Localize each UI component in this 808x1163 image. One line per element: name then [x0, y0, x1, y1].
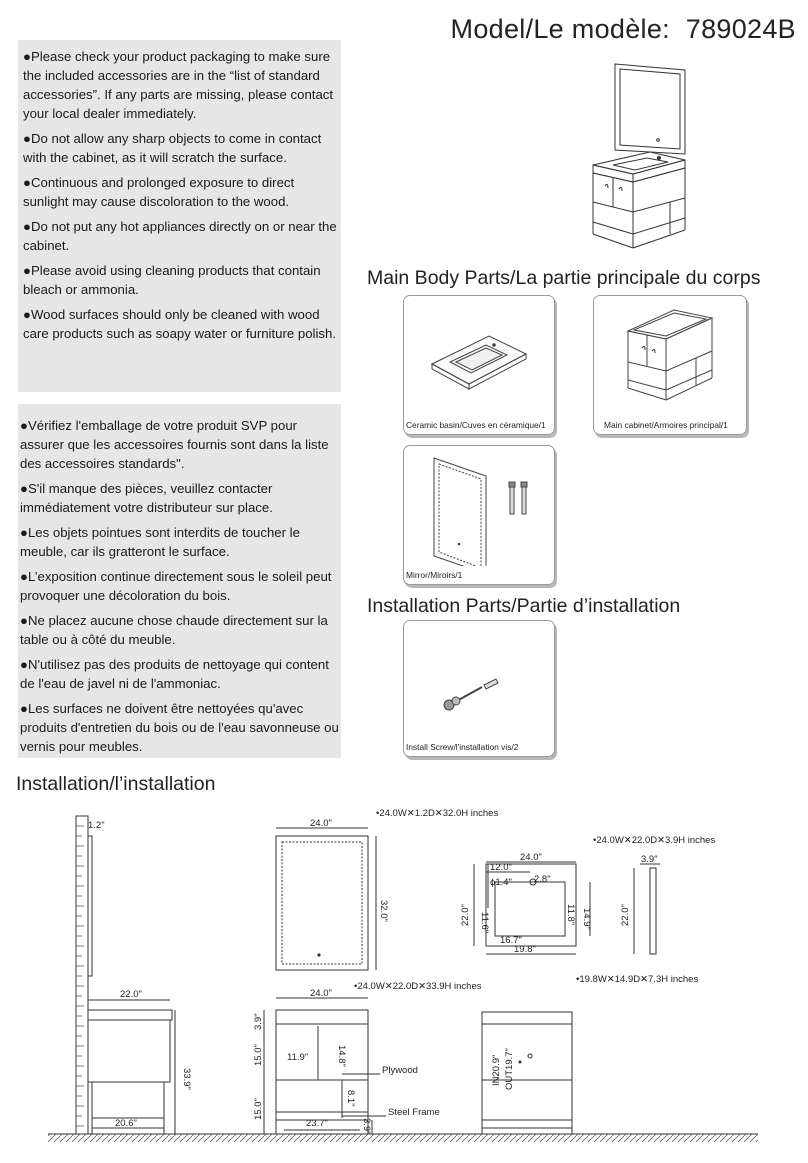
- dim-top-depth: 22.0": [460, 904, 471, 926]
- dim-front-top: 3.9": [253, 1013, 264, 1030]
- dim-front-door-height: 15.0": [253, 1044, 264, 1066]
- floor-hatch: [48, 1134, 758, 1142]
- notice-en-5: ●Please avoid using cleaning products that contain bleach or ammonia.: [23, 263, 321, 297]
- dim-top-offset: 12.0": [490, 862, 512, 873]
- part-card-cabinet: [593, 295, 747, 435]
- dim-side-width: 22.0": [120, 989, 142, 1000]
- notice-box-en: [18, 40, 341, 392]
- dim-basin-inner-width: 16.7": [500, 935, 522, 946]
- notice-box-fr: [18, 404, 341, 758]
- part-caption-mirror: Mirror/Miroirs/1: [406, 570, 463, 580]
- dim-front-width: 24.0": [310, 988, 332, 999]
- dim-top-side-depth: 22.0": [620, 904, 631, 926]
- dim-front-foot: 3.9": [361, 1118, 372, 1135]
- notice-en-6: ●Wood surfaces should only be cleaned with wood care products such as soapy water or furniture polish.: [23, 307, 336, 341]
- side-mirror: [88, 836, 92, 976]
- dim-basin-front: 11.6": [479, 912, 490, 934]
- installation-parts-heading: Installation Parts/Partie d’installation: [367, 595, 681, 617]
- mirror-spec: •24.0W✕1.2D✕32.0H inches: [376, 808, 499, 819]
- notice-fr-2: ●S'il manque des pièces, veuillez contacter immédiatement votre distributeur sur place.: [20, 481, 273, 515]
- cabinet-illustration: [594, 296, 746, 411]
- notice-en-1: ●Please check your product packaging to make sure the included accessories are in the “list of standard accessories”. If any parts are missing, please contact your local dealer immediately.: [23, 49, 334, 121]
- dim-basin-width: 19.8": [514, 944, 536, 955]
- part-caption-cabinet: Main cabinet/Armoires principal/1: [604, 420, 728, 430]
- top-spec: •24.0W✕22.0D✕3.9H inches: [593, 835, 716, 846]
- installation-diagram: [0, 800, 808, 1150]
- part-caption-screw: Install Screw/l'installation vis/2: [406, 742, 519, 752]
- dim-wall-gap: 1.2": [88, 820, 105, 831]
- mirror-illustration: [404, 446, 554, 566]
- product-overview-illustration: [585, 62, 695, 267]
- steel-frame-label: Steel Frame: [388, 1107, 440, 1118]
- dim-front-center: 11.9": [287, 1052, 309, 1063]
- dim-out-height: OUT19.7": [504, 1048, 515, 1090]
- dim-front-frame-width: 23.7": [306, 1118, 328, 1129]
- notice-fr-1: ●Vérifiez l'emballage de votre produit SVP pour assurer que les accessoires fournis sont dans la liste des accessoires standards".: [20, 418, 329, 471]
- notice-en-4: ●Do not put any hot appliances directly on or near the cabinet.: [23, 219, 337, 253]
- notice-fr-7: ●Les surfaces ne doivent être nettoyées qu'avec produits d'entretien du bois ou de l'eau savonneuse ou vernis pour meubles.: [20, 701, 339, 754]
- dim-mirror-width: 24.0": [310, 818, 332, 829]
- part-card-screw: [403, 620, 555, 757]
- model-heading: [451, 14, 796, 45]
- notice-fr-4: ●L’exposition continue directement sous le soleil peut provoquer une décoloration du bois.: [20, 569, 332, 603]
- dim-front-pipe-height: 14.8": [336, 1045, 347, 1067]
- notice-fr-5: ●Ne placez aucune chose chaude directement sur la table ou à côté du meuble.: [20, 613, 328, 647]
- dim-side-frame-width: 20.6": [115, 1118, 137, 1129]
- main-body-parts-heading: Main Body Parts/La partie principale du corps: [367, 267, 761, 289]
- installation-heading: Installation/l’installation: [16, 773, 216, 795]
- model-label: Model/Le modèle:: [450, 14, 670, 44]
- basin-spec: •19.8W✕14.9D✕7.3H inches: [576, 974, 699, 985]
- notice-fr-3: ●Les objets pointues sont interdits de toucher le meuble, car ils gratteront le surface.: [20, 525, 300, 559]
- dim-drain-diameter: ϕ1.4": [490, 877, 512, 888]
- wall-ruler: [76, 816, 88, 1134]
- dim-top-width: 24.0": [520, 852, 542, 863]
- notice-en-3: ●Continuous and prolonged exposure to direct sunlight may cause discoloration to the wood.: [23, 175, 295, 209]
- notice-en-2: ●Do not allow any sharp objects to come in contact with the cabinet, as it will scratch the surface.: [23, 131, 322, 165]
- dim-in-height: IN20.9": [491, 1054, 502, 1086]
- part-card-mirror: [403, 445, 555, 585]
- dim-front-frame-height: 15.0": [253, 1098, 264, 1120]
- dim-side-height: 33.9": [181, 1068, 192, 1090]
- dim-drain-offset: 2.8": [534, 874, 551, 885]
- dim-front-shelf: 8.1": [345, 1090, 356, 1107]
- plywood-label: Plywood: [382, 1065, 418, 1076]
- top-side-view: [634, 864, 660, 954]
- dim-basin-inner-depth: 11.8": [565, 904, 576, 926]
- dim-basin-depth: 14.9": [581, 908, 592, 930]
- model-number: 789024B: [685, 14, 796, 44]
- screw-illustration: [404, 621, 554, 731]
- dim-mirror-height: 32.0": [378, 900, 389, 922]
- notice-fr-6: ●N'utilisez pas des produits de nettoyage qui content de l'eau de javel ni de l'ammoniac.: [20, 657, 329, 691]
- basin-illustration: [404, 296, 554, 406]
- side-view-cabinet: [88, 1000, 175, 1134]
- part-caption-basin: Ceramic basin/Cuves en céramique/1: [406, 420, 546, 430]
- dim-top-side-height: 3.9": [641, 854, 658, 865]
- part-card-basin: [403, 295, 555, 435]
- front-spec: •24.0W✕22.0D✕33.9H inches: [354, 981, 482, 992]
- front-mirror: [276, 828, 376, 970]
- front-view-cabinet: [264, 998, 372, 1134]
